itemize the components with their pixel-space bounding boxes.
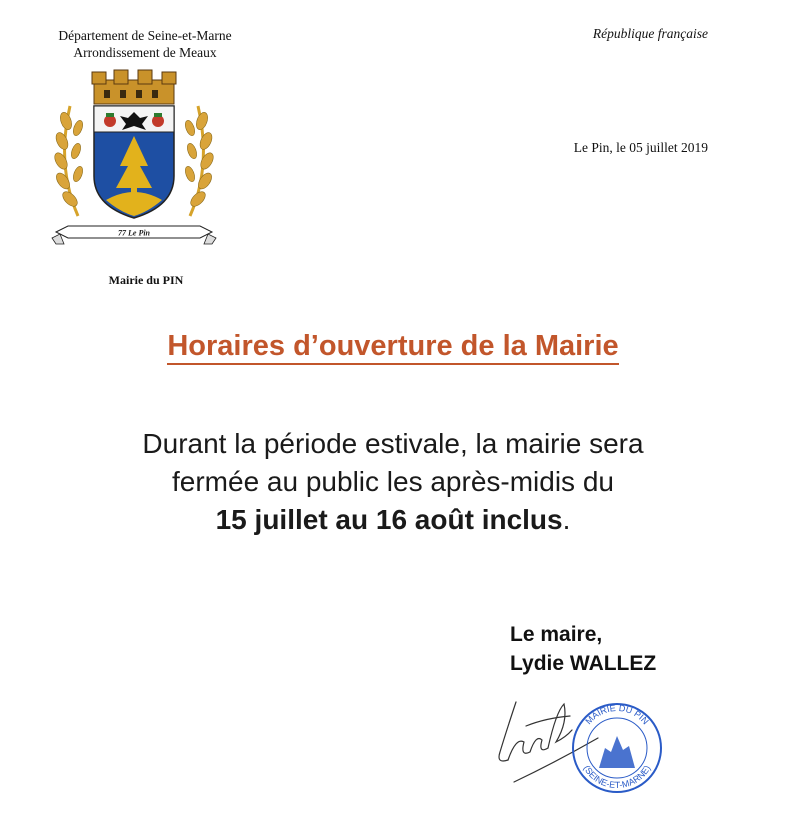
crest-banner-text: 77 Le Pin bbox=[118, 228, 150, 238]
svg-text:MAIRIE DU PIN bbox=[583, 703, 650, 726]
closure-dates-period: . bbox=[562, 504, 571, 535]
mairie-label: Mairie du PIN bbox=[108, 273, 184, 287]
signatory-role: Le maire, bbox=[510, 623, 603, 646]
title-text: Horaires d’ouverture de la Mairie bbox=[167, 330, 618, 365]
announcement-line: Durant la période estivale, la mairie sera bbox=[142, 428, 644, 459]
announcement-line: fermée au public les après-midis du bbox=[172, 466, 614, 497]
closure-dates: 15 juillet au 16 août inclus bbox=[215, 504, 563, 535]
coat-of-arms-logo bbox=[48, 66, 220, 256]
signature-block bbox=[510, 620, 656, 678]
stamp-text-top: MAIRIE DU PIN bbox=[583, 702, 651, 727]
announcement-text bbox=[0, 425, 786, 539]
arrondissement-line: Arrondissement de Meaux bbox=[73, 45, 217, 60]
page-title bbox=[0, 330, 786, 363]
department-line: Département de Seine-et-Marne bbox=[58, 28, 232, 43]
stamp-text-bottom: (SEINE-ET-MARNE) bbox=[581, 763, 653, 791]
signatory-name: Lydie WALLEZ bbox=[510, 652, 657, 675]
department-header bbox=[20, 27, 270, 61]
date-line: Le Pin, le 05 juillet 2019 bbox=[573, 140, 708, 155]
announcement-dates-line bbox=[0, 501, 786, 539]
republique-label: République française bbox=[592, 26, 708, 41]
official-stamp bbox=[565, 690, 665, 800]
